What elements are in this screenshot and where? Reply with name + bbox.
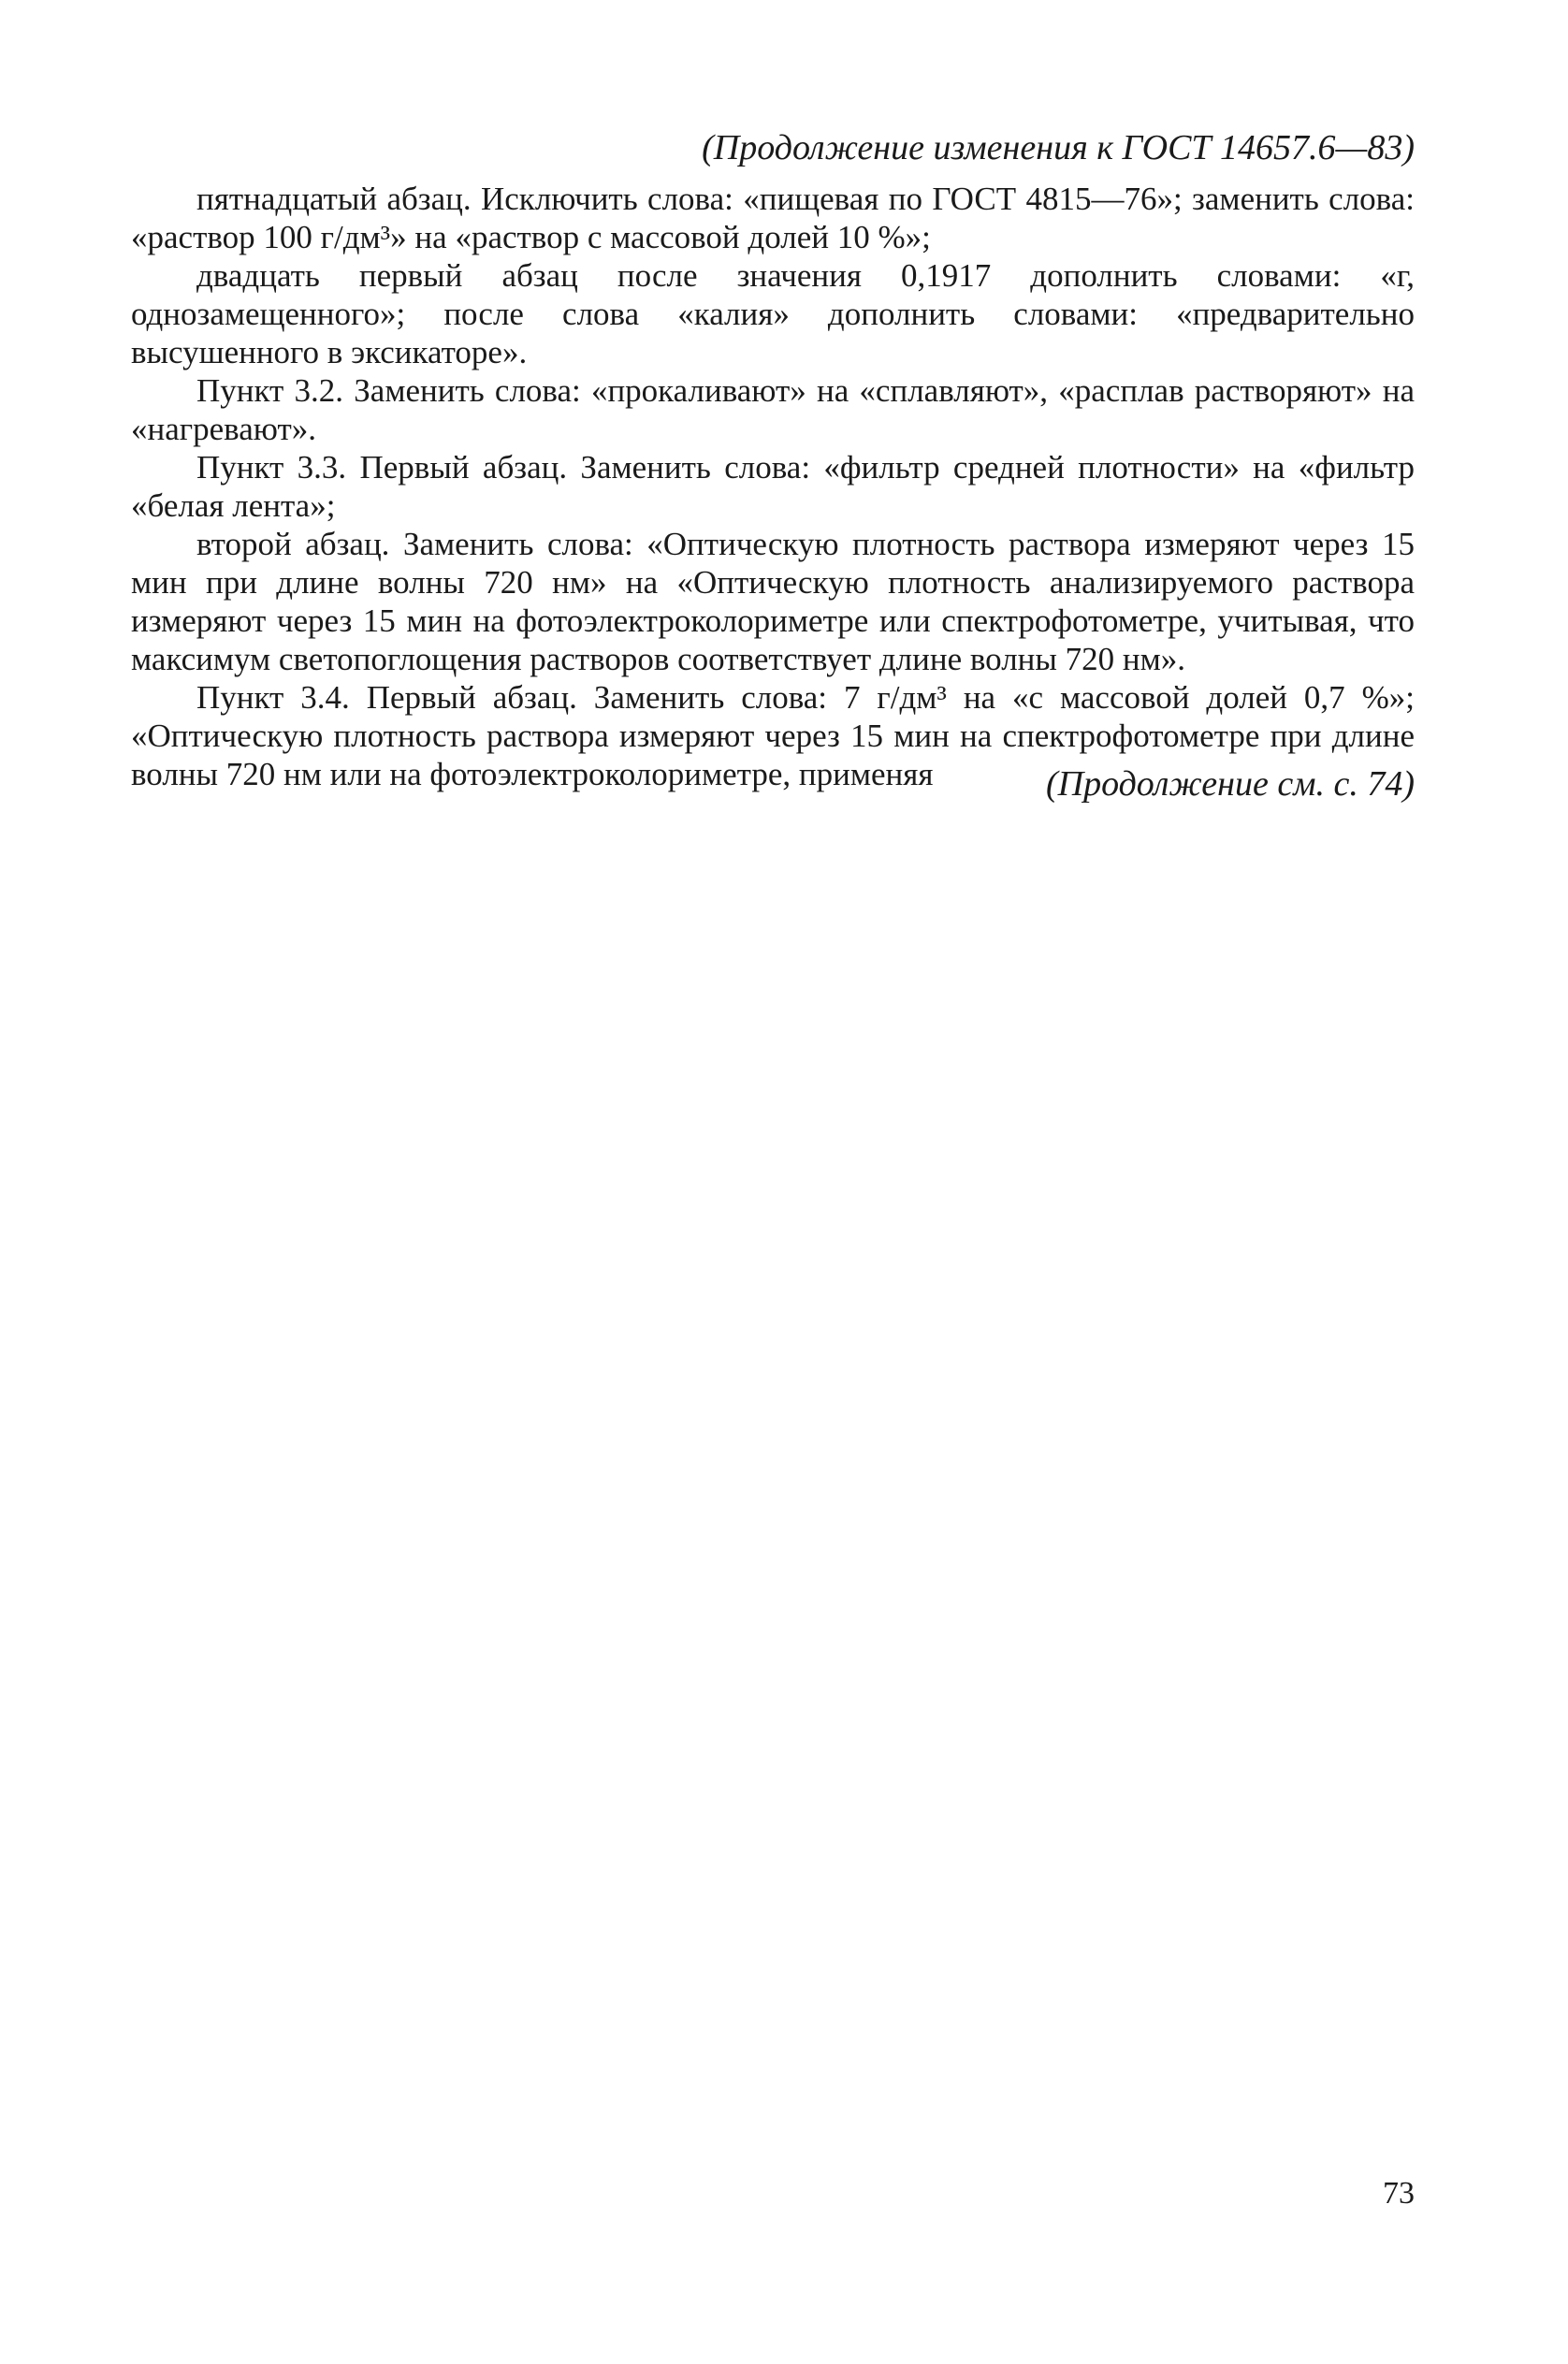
- paragraph: второй абзац. Заменить слова: «Оптическую плотность раствора измеряют через 15 мин при длине волны 720 нм» на «Оптическую плотность анализируемого раствора измеряют через 15 мин на фотоэлектроколориметре или спектрофотометре, учитывая, что максимум светопоглощения растворов соответствует длине волны 720 нм».: [131, 526, 1415, 677]
- paragraph: пятнадцатый абзац. Исключить слова: «пищевая по ГОСТ 4815—76»; заменить слова: «раствор 100 г/дм³» на «раствор с массовой долей 10 %»;: [131, 181, 1415, 255]
- paragraph: Пункт 3.4. Первый абзац. Заменить слова: 7 г/дм³ на «с массовой долей 0,7 %»; «Оптическую плотность раствора измеряют через 15 мин на спектрофотометре при длине волны 720 нм или на фотоэлектроколориметре, применяя: [131, 679, 1415, 792]
- body-text: [131, 180, 1415, 793]
- paragraph: Пункт 3.2. Заменить слова: «прокаливают» на «сплавляют», «расплав растворяют» на «нагревают».: [131, 372, 1415, 447]
- paragraph: Пункт 3.3. Первый абзац. Заменить слова: «фильтр средней плотности» на «фильтр «белая лента»;: [131, 449, 1415, 524]
- page-number: 73: [1383, 2176, 1415, 2211]
- paragraph: двадцать первый абзац после значения 0,1917 дополнить словами: «г, однозамещенного»; после слова «калия» дополнить словами: «предварительно высушенного в эксикаторе».: [131, 257, 1415, 370]
- continuation-note: (Продолжение см. с. 74): [1045, 764, 1415, 804]
- running-header: (Продолжение изменения к ГОСТ 14657.6—83): [702, 128, 1415, 167]
